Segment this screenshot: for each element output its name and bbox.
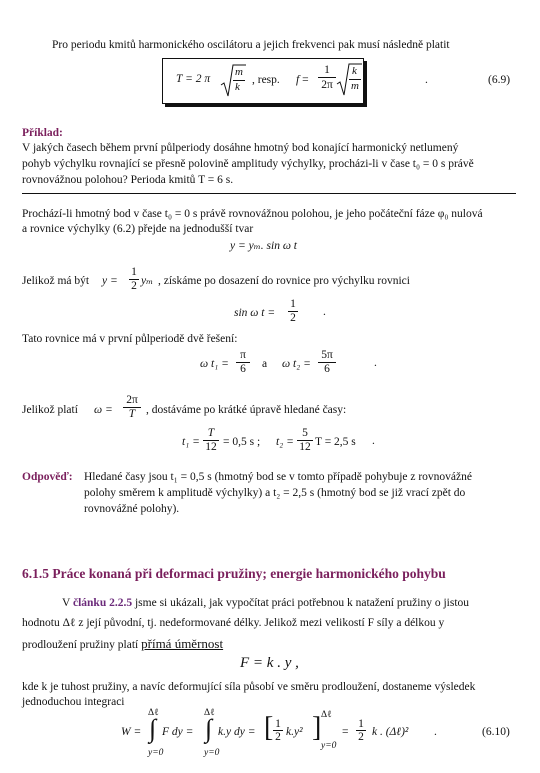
section-heading: 6.1.5 Práce konaná při deformaci pružiny; energie harmonického pohybu [22, 566, 446, 581]
jelikoz-1: Jelikož má být [22, 275, 90, 287]
solution-line-1: Prochází-li hmotný bod v čase t₀ = 0 s právě rovnovážnou polohou, je jeho počáteční fáze φ₀ nulová [22, 208, 483, 220]
priklad-line-2: pohyb výchylku rovnající se přesně polovině amplitudy výchylky, procházi-li v čase t₀ = 0 s právě [22, 158, 474, 170]
sol-1: ω t₁ = [200, 358, 229, 370]
jelikoz-y: y = [102, 275, 118, 287]
t2-eq: t₂ = [276, 436, 294, 448]
intro-line: Pro periodu kmitů harmonického oscilátoru a jejich frekvenci pak musí následně platit [52, 39, 450, 51]
eq69-number: (6.9) [488, 74, 511, 86]
odpoved-line-3: rovnovážné polohy). [84, 503, 180, 515]
section-p5: jednoduchou integraci [22, 696, 125, 708]
tato-line: Tato rovnice má v první půlperiodě dvě řešení: [22, 333, 238, 345]
eq-sin: sin ω t = [234, 307, 276, 319]
eq-F: F = k . y , [240, 655, 299, 671]
section-p2: hodnotu Δℓ z její původní, tj. nedeformované délky. Jelikož mezi velikostí F síly a délkou y [22, 617, 445, 629]
t1-eq: t₁ = [182, 436, 200, 448]
sol-2: ω t₂ = [282, 358, 311, 370]
divider [22, 193, 516, 194]
link-clanek-2-2-5[interactable]: článku 2.2.5 [72, 597, 133, 609]
odpoved-line-2: polohy směrem k amplitudě výchylky) a t₂ = 2,5 s (hmotný bod se již vrací zpět do [84, 487, 466, 499]
section-p3: prodloužení pružiny platí přímá úměrnost [22, 636, 224, 651]
section-p1: V článku 2.2.5 jsme si ukázali, jak vypočítat práci potřebnou k natažení pružiny o jistou [62, 597, 470, 609]
priklad-label: Příklad: [22, 127, 63, 139]
priklad-line-1: V jakých časech během první půlperiody dosáhne hmotný bod konající harmonický netlumený [22, 142, 459, 154]
odpoved-label: Odpověď: [22, 471, 73, 483]
odpoved-line-1: Hledané časy jsou t₁ = 0,5 s (hmotný bod se v tomto případě pohybuje z rovnovážné [84, 471, 472, 483]
eq69-resp: , resp. [252, 74, 280, 86]
eq69-f: f = [296, 74, 309, 86]
prima-umernost-link[interactable]: přímá úměrnost [141, 636, 224, 651]
eq-y: y = yₘ. sin ω t [230, 240, 298, 252]
eq610: W = Δℓ ∫ y=0 F dy = Δℓ ∫ y=0 k.y dy = [ 1 2 k.y² ] Δℓ y=0 = 1 2 k . (Δℓ)² . [121, 708, 437, 758]
eq69-T: T = 2 π [176, 73, 211, 85]
eq69-frac: 1 2π [318, 63, 336, 92]
eq610-number: (6.10) [482, 726, 510, 738]
priklad-line-3: rovnovážnou polohou? Perioda kmitů T = 6 s. [22, 174, 234, 186]
solution-line-2: a rovnice výchylky (6.2) přejde na jednodušší tvar [22, 223, 254, 235]
half-frac: 1 2 [129, 266, 139, 293]
section-p4: kde k je tuhost pružiny, a navíc deformující síla působí ve směru prodloužení, dostaneme výsledek [22, 681, 476, 693]
jelikoz-2: Jelikož platí [22, 404, 78, 416]
